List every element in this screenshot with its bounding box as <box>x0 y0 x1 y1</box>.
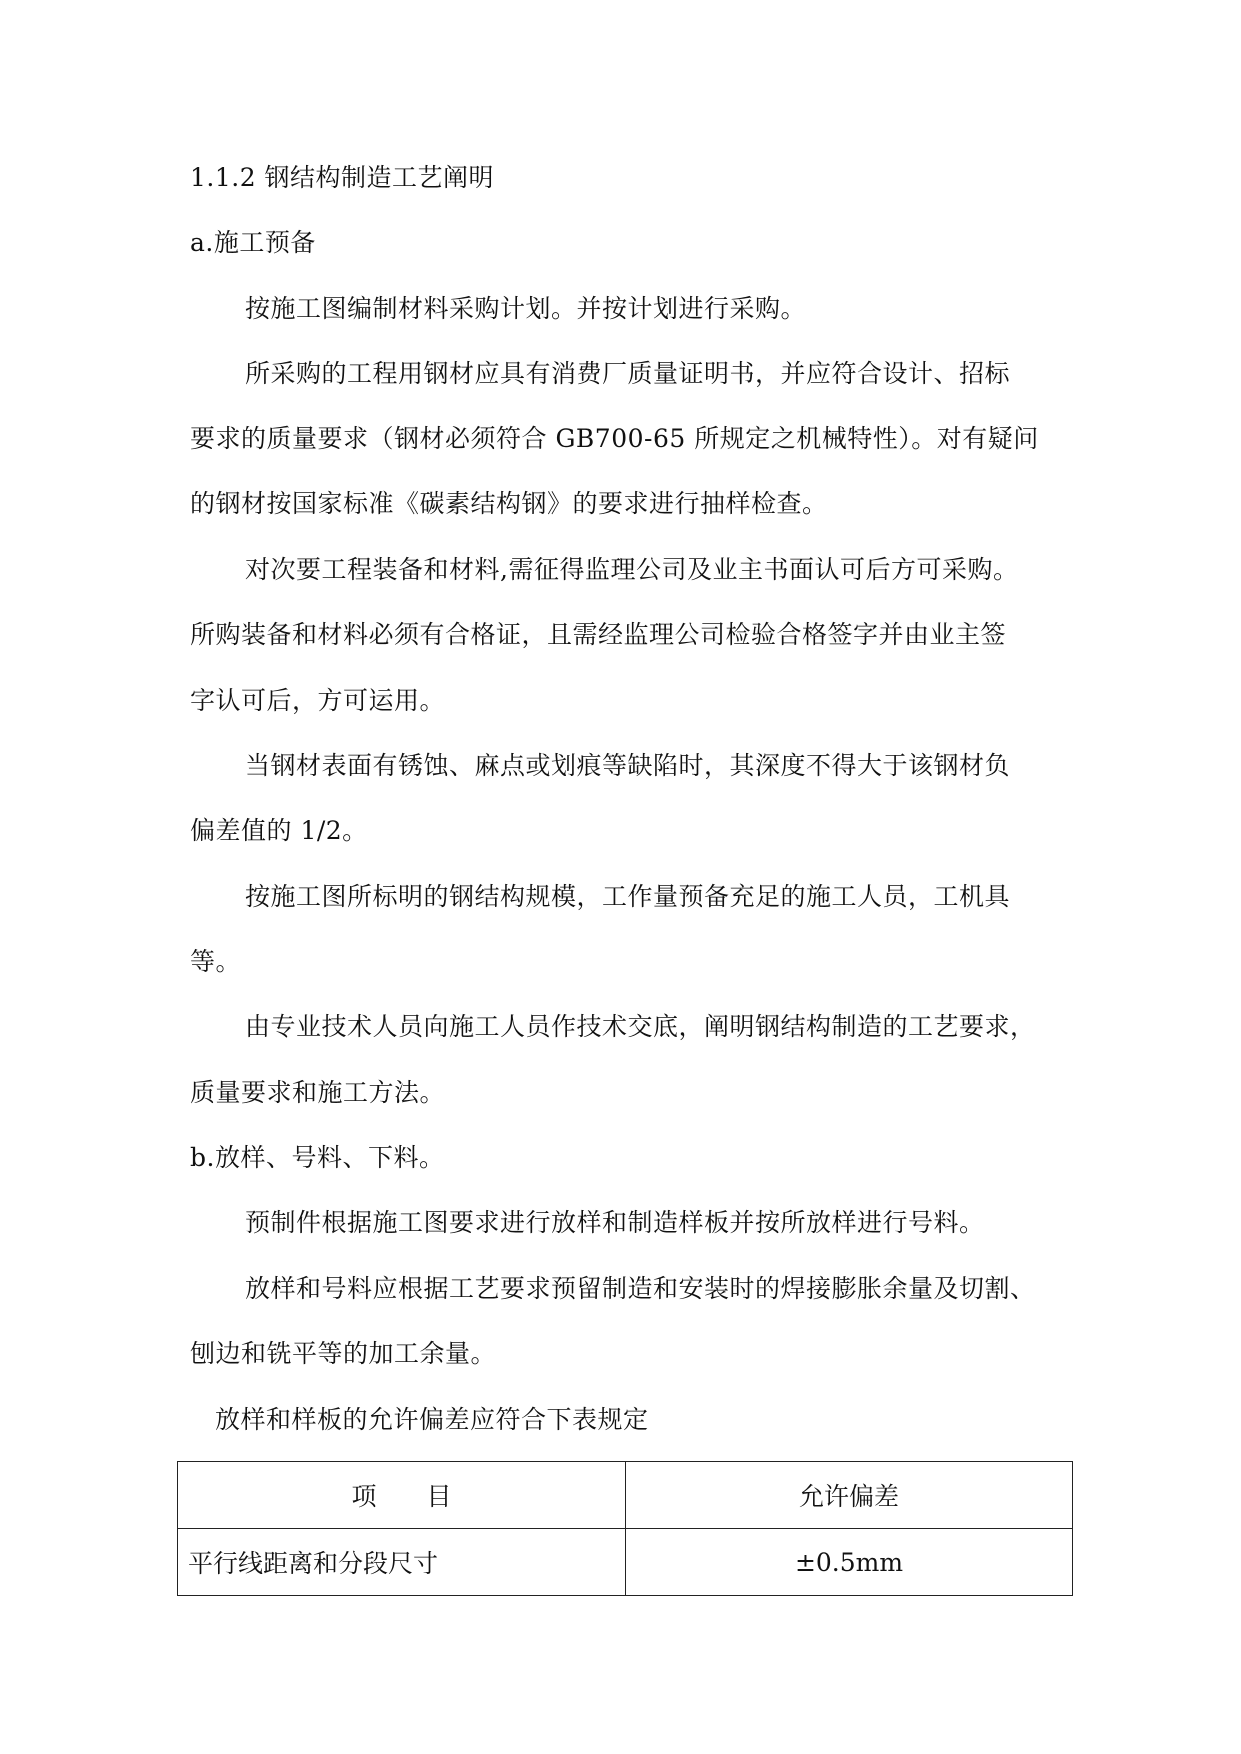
paragraph-line: 刨边和铣平等的加工余量。 <box>190 1339 497 1368</box>
paragraph-line: 所购装备和材料必须有合格证，且需经监理公司检验合格签字并由业主签 <box>190 620 1007 649</box>
section-heading: 1.1.2 钢结构制造工艺阐明 <box>190 163 495 192</box>
paragraph-line: 放样和号料应根据工艺要求预留制造和安装时的焊接膨胀余量及切割、 <box>245 1274 1036 1303</box>
paragraph-line: 按施工图编制材料采购计划。并按计划进行采购。 <box>245 294 807 323</box>
header-tolerance: 允许偏差 <box>626 1462 1073 1529</box>
cell-item: 平行线距离和分段尺寸 <box>178 1529 626 1596</box>
table-header-row <box>178 1462 1073 1529</box>
header-item: 项 目 <box>178 1462 626 1529</box>
paragraph-line: 对次要工程装备和材料,需征得监理公司及业主书面认可后方可采购。 <box>245 555 1019 584</box>
paragraph-line: 要求的质量要求（钢材必须符合 GB700-65 所规定之机械特性）。对有疑问 <box>190 424 1039 453</box>
paragraph-line: 的钢材按国家标准《碳素结构钢》的要求进行抽样检查。 <box>190 489 828 518</box>
table-caption: 放样和样板的允许偏差应符合下表规定 <box>215 1405 649 1434</box>
cell-tolerance: ±0.5mm <box>626 1529 1073 1596</box>
tolerance-table <box>177 1461 1073 1596</box>
section-a-title: a.施工预备 <box>190 228 316 257</box>
paragraph-line: 按施工图所标明的钢结构规模，工作量预备充足的施工人员，工机具 <box>245 882 1011 911</box>
paragraph-line: 偏差值的 1/2。 <box>190 816 368 845</box>
paragraph-line: 由专业技术人员向施工人员作技术交底，阐明钢结构制造的工艺要求， <box>245 1012 1036 1041</box>
paragraph-line: 预制件根据施工图要求进行放样和制造样板并按所放样进行号料。 <box>245 1208 985 1237</box>
paragraph-line: 质量要求和施工方法。 <box>190 1078 446 1107</box>
section-b-title: b.放样、号料、下料。 <box>190 1143 445 1172</box>
paragraph-line: 所采购的工程用钢材应具有消费厂质量证明书，并应符合设计、招标 <box>245 359 1011 388</box>
paragraph-line: 等。 <box>190 947 242 976</box>
paragraph-line: 当钢材表面有锈蚀、麻点或划痕等缺陷时，其深度不得大于该钢材负 <box>245 751 1011 780</box>
paragraph-line: 字认可后，方可运用。 <box>190 686 446 715</box>
table-row <box>178 1529 1073 1596</box>
